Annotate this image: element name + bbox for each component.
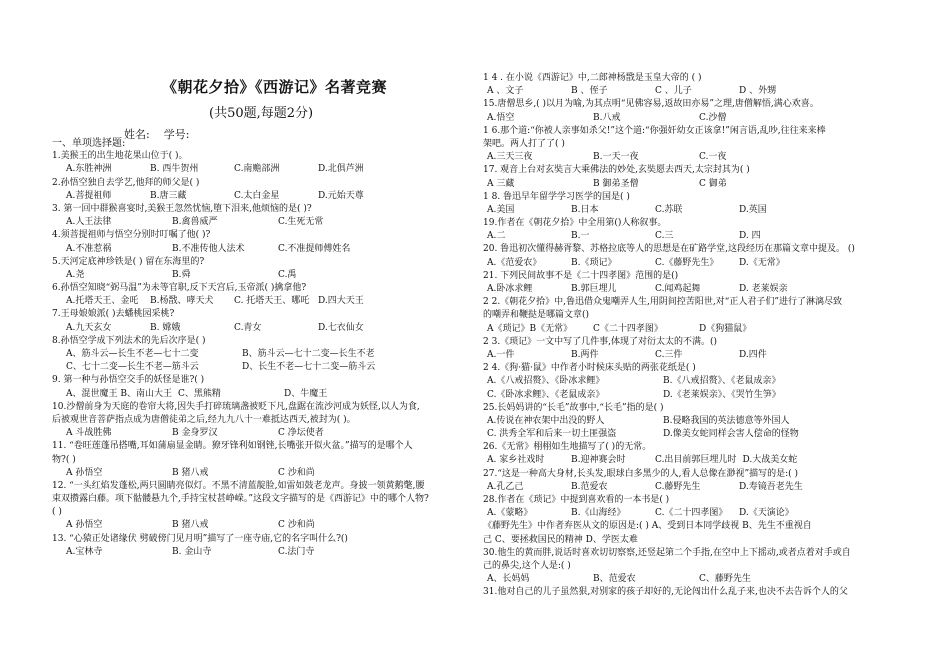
answer-option: C 沙和尚 (278, 520, 315, 531)
question-text: 20. 鲁迅初次懂得赫胥黎、苏格拉底等人的思想是在矿路学堂,这段经历在那篇文章中提及。 () (483, 244, 855, 255)
answer-option: D、牛魔王 (283, 388, 328, 399)
answer-option: C 、儿子 (655, 86, 692, 97)
answer-option: B.八戒 (593, 112, 621, 123)
answer-option: A.菩提祖师 (66, 190, 112, 201)
left-question-list (52, 137, 470, 559)
id-label: 学号: (163, 128, 190, 141)
right-column (483, 0, 898, 672)
answer-option: B 、侄子 (571, 86, 608, 97)
answer-option: D.大战美女蛇 (742, 455, 798, 466)
answer-option: C 沙和尚 (278, 467, 315, 478)
question-text: 9. 第一种与孙悟空交手的妖怪是谁?( ) (52, 375, 205, 386)
answer-option: D.像美女蛇同样会害人偿命的怪物 (663, 429, 799, 440)
answer-options (483, 85, 898, 98)
answer-option: D.《无常》 (739, 257, 785, 268)
answer-option: C.《二十四孝图》 (655, 508, 728, 519)
answer-option: C、黑熊精 (177, 388, 221, 399)
answer-option: A.一件 (487, 349, 515, 360)
answer-options (52, 269, 470, 282)
answer-option: A.悟空 (487, 112, 515, 123)
answer-option: A《琐记》B《无常》 (487, 323, 573, 334)
answer-options (52, 427, 470, 440)
question-text: 13. “心猿正处诸缘伏 劈破傍门见月明”描写了一座寺庙,它的名字叫什么?() (52, 533, 348, 544)
question-text: 2.孙悟空独自去学艺,他拜的师父是( ) (52, 177, 200, 188)
answer-options (483, 573, 898, 586)
answer-option: A.《范爱农》 (487, 257, 542, 268)
name-label: 姓名: (124, 128, 150, 141)
page-subtitle: (共50题,每题2分) (209, 106, 314, 121)
question-text: 1 8. 鲁迅早年留学学习医学的国是( ) (483, 191, 630, 202)
page-title: 《朝花夕拾》《西游记》名著竞赛 (162, 78, 388, 96)
answer-options (483, 375, 898, 388)
answer-option: A.二 (487, 231, 506, 242)
answer-options (52, 388, 470, 401)
answer-options (483, 415, 898, 428)
answer-options (483, 454, 898, 467)
answer-option: C.不准提师傅姓名 (278, 243, 351, 254)
question-text: 3. 第一回中群猴喜宴时,美猴王忽然忧恼,堕下泪来,他烦恼的是( )? (52, 203, 312, 214)
answer-options (483, 204, 898, 217)
answer-option: C.闻鸡起舞 (655, 284, 701, 294)
answer-option: B.禽兽威严 (172, 217, 218, 228)
answer-option: A.卧冰求鲤 (487, 284, 533, 294)
answer-option: B 金身罗汉 (172, 428, 218, 439)
answer-option: D 、外甥 (739, 86, 777, 97)
answer-options (483, 230, 898, 243)
answer-option: B、筋斗云—七十二变—长生不老 (242, 349, 375, 359)
answer-option: B. 嫦娥 (150, 322, 181, 333)
left-column (52, 0, 470, 672)
answer-option: A. 家乡社戏时 (487, 455, 545, 466)
question-text: ( ) (52, 507, 62, 518)
question-text: 4.须菩提祖师与悟空分别时叮嘱了他( )? (52, 230, 211, 241)
answer-options (52, 519, 470, 532)
question-text: 的嘲弄和鞭挞是哪篇文章() (483, 310, 590, 321)
answer-option: D.《天演论》 (739, 508, 794, 519)
answer-option: B.杨戬、哮天犬 (150, 296, 214, 307)
question-text: 2 3.《琐记》一文中写了几件事,体现了对衍太太的不满。() (483, 336, 718, 347)
answer-options (52, 361, 470, 374)
question-text: 后被观世音菩萨指点成为唐僧徒弟之后,经九九八十一难抵达西天,被封为( )。 (52, 414, 356, 425)
answer-option: B.舜 (172, 269, 191, 280)
answer-option: C.《卧冰求鲤》、《老鼠成亲》 (487, 389, 605, 400)
answer-option: B.侵略我国的英法德意等外国人 (663, 415, 790, 426)
answer-option: B.范爱农 (571, 481, 608, 492)
answer-option: A.不准惹祸 (66, 243, 112, 254)
answer-options (483, 323, 898, 336)
answer-option: A 三藏 (487, 178, 515, 189)
question-text: 30.他生的黄而胖,说话时喜欢切切察察,还竖起第二个手指,在空中上下摇动,或者点着对手或自 (483, 547, 851, 558)
answer-option: C.《藤野先生》 (655, 257, 719, 268)
question-text: 物?( ) (52, 454, 76, 465)
answer-option: A 斗战胜佛 (66, 428, 112, 439)
answer-option: B. 西牛贺州 (150, 164, 199, 175)
answer-option: B.不准传他人法术 (172, 243, 245, 254)
answer-options (52, 295, 470, 308)
question-text: 己的鼻尖,这个人是:( ) (483, 560, 571, 571)
answer-option: C.一夜 (699, 152, 727, 163)
answer-option: A、长妈妈 (487, 574, 530, 585)
answer-option: A 孙悟空 (66, 520, 103, 531)
answer-option: B.郭巨埋儿 (571, 284, 617, 294)
answer-option: C.太白金星 (234, 190, 280, 201)
answer-option: D《狗猫鼠》 (699, 323, 752, 334)
answer-option: C.南赡部洲 (234, 164, 280, 175)
question-text: 2 4.《狗·猫·鼠》中作者小时候床头贴的两张花纸是( ) (483, 363, 696, 374)
answer-option: B 御弟圣僧 (593, 178, 639, 189)
answer-option: D. 老莱娱亲 (739, 284, 788, 294)
answer-option: A.尧 (66, 269, 85, 280)
answer-option: B、范爱农 (593, 574, 636, 585)
answer-option: D.四大天王 (318, 296, 364, 307)
question-text: 26.《无常》栩栩如生地描写了( )的无常。 (483, 442, 652, 453)
answer-option: B.迎神赛会时 (571, 455, 626, 466)
question-text: 31.他对自己的儿子虽然狠,对别家的孩子却好的,无论闯出什么乱子来,也决不去告诉个人的父 (483, 587, 848, 598)
answer-option: A.三天三夜 (487, 152, 533, 163)
answer-option: C 御弟 (699, 178, 727, 189)
answer-option: B.日本 (571, 204, 599, 215)
answer-option: A.孔乙己 (487, 481, 524, 492)
answer-options (52, 243, 470, 256)
answer-option: A.《蒙略》 (487, 508, 533, 519)
answer-option: B.一天一夜 (593, 152, 639, 163)
answer-option: B.两件 (571, 349, 599, 360)
answer-option: C.青女 (234, 322, 262, 333)
question-text: 25.长妈妈讲的“长毛”故事中,“长毛”指的是( ) (483, 402, 664, 413)
answer-option: D.寿镜吾老先生 (739, 481, 803, 492)
answer-option: A、混世魔王 B、南山大王 (66, 388, 172, 399)
answer-option: B 猪八戒 (172, 520, 209, 531)
answer-option: A.九天玄女 (66, 322, 112, 333)
answer-option: A.托塔天王、金吒 (66, 296, 139, 307)
answer-options (52, 163, 470, 176)
answer-option: C.藤野先生 (655, 481, 701, 492)
answer-option: D. 四 (739, 231, 761, 242)
answer-option: C《二十四孝图》 (593, 323, 663, 334)
answer-option: C.法门寺 (278, 546, 315, 557)
question-text: 8.孙悟空学成下列法术的先后次序是( ) (52, 335, 206, 346)
answer-option: C.禹 (278, 269, 297, 280)
question-text: 10.沙僧前身为天庭的卷帘大将,因失手打碎琉璃盏被贬下凡,盘踞在流沙河成为妖怪,以人为食, (52, 401, 420, 412)
question-text: 1 4 . 在小说《西游记》中,二郎神杨戬是玉皇大帝的 ( ) (483, 73, 702, 83)
answer-option: B.《山海经》 (571, 508, 626, 519)
question-text: 7.王母娘娘派( )去蟠桃园采桃? (52, 309, 175, 320)
question-text: 19.作者在《朝花夕拾》中全用第()人称叙事。 (483, 218, 667, 229)
question-text: 17. 观音上台对玄奘言大乘佛法的妙处,玄奘愿去西天,太宗封其为( ) (483, 165, 750, 176)
answer-options (483, 178, 898, 191)
answer-option: A.《八戒招赘》、《卧冰求鲤》 (487, 376, 605, 387)
answer-option: A.美国 (487, 204, 515, 215)
question-text: 11. “卷旺莲蓬吊搭嘴,耳如蒲扇显金睛。獠牙锋利如钢锉,长嘴张开似火盆。”描写的是哪个人 (52, 441, 413, 452)
answer-option: D.四件 (739, 349, 767, 360)
answer-option: D、长生不老—七十二变—筋斗云 (242, 362, 376, 373)
answer-option: D.北俱芦洲 (318, 164, 364, 175)
question-text: 5.天河定底神珍铁是( ) 留在东海里的? (52, 256, 205, 267)
answer-options (483, 507, 898, 520)
answer-option: B.《琐记》 (571, 257, 617, 268)
answer-option: C.出目前郭巨埋儿时 (655, 455, 737, 466)
answer-options (483, 481, 898, 494)
answer-option: C.苏联 (655, 204, 683, 215)
answer-option: D.《老莱娱亲》、《哭竹生笋》 (663, 389, 781, 400)
answer-options (52, 546, 470, 559)
question-text: 21. 下列民间故事不是《二十四孝图》范围的是() (483, 270, 679, 281)
answer-option: A、筋斗云—长生不老—七十二变 (66, 349, 199, 359)
answer-options (52, 190, 470, 203)
answer-options (483, 112, 898, 125)
answer-option: D.元始天尊 (318, 190, 364, 201)
question-text: 1 6.那个道:“你被人亲事如杀父!”这个道:“你强奸幼女正该拿!”闲言语,乱吵,往往来来棒 (483, 125, 826, 136)
answer-options (483, 151, 898, 164)
answer-option: A 、文子 (487, 86, 524, 97)
answer-option: C.沙僧 (699, 112, 727, 123)
question-text: 2 2.《朝花夕拾》中,鲁迅借众鬼嘲弄人生,用阴间控苦阳世,对“正人君子们”进行了淋漓尽致 (483, 297, 842, 308)
answer-option: C. 托塔天王、哪吒 (234, 296, 310, 307)
question-text: 架吧。两人打了了( ) (483, 138, 565, 149)
answer-options (483, 349, 898, 362)
answer-option: C.三 (655, 231, 674, 242)
answer-option: B.一 (571, 231, 590, 242)
answer-option: A.传说在神农架中出没的野人 (487, 415, 605, 426)
answer-option: A 孙悟空 (66, 467, 103, 478)
right-question-list (483, 72, 898, 600)
question-text: 1.美猴王的出生地花果山位于( )。 (52, 151, 188, 162)
answer-option: C 净坛使者 (278, 428, 324, 439)
answer-option: C. 洪秀全军和后来一切土匪强盗 (487, 429, 617, 440)
question-text: 12. “一头红焰发蓬松,两只圆睛亮似灯。不黑不清蓝靛脸,如雷如鼓老龙声。身披一领黄鹅氅,腰 (52, 480, 425, 491)
answer-option: C、七十二变—长生不老—筋斗云 (66, 362, 199, 373)
question-text: 《藤野先生》中作者弃医从文的原因是:( ) A、受到日本同学歧视 B、先生不重视自 (483, 521, 812, 532)
question-text: 15.唐僧思乡,( )以月为喻,为其点明“见佛容易,返故田亦易”之理,唐僧解悟,满心欢喜。 (483, 99, 819, 110)
question-text: 27.“这是一种高大身材,长头发,眼球白多黑少的人,看人总像在渺视”描写的是:( ) (483, 468, 799, 479)
answer-options (483, 283, 898, 296)
answer-option: C.生死无常 (278, 217, 324, 228)
answer-option: D.英国 (739, 204, 767, 215)
section-heading: 一、单项选择题: (52, 138, 126, 149)
answer-option: C、藤野先生 (699, 574, 751, 585)
answer-option: D.七衣仙女 (318, 322, 364, 333)
answer-options (483, 389, 898, 402)
question-text: 束双攒露白藤。项下骷髅悬九个,手持宝杖甚峥嵘。”这段文字描写的是《西游记》中的哪个人物? (52, 494, 429, 505)
answer-option: B.《八戒招赘》、《老鼠成亲》 (663, 376, 781, 387)
answer-options (52, 348, 470, 361)
answer-options (483, 428, 898, 441)
answer-options (52, 322, 470, 335)
answer-option: A.人王法律 (66, 217, 112, 228)
answer-options (52, 216, 470, 229)
answer-option: A.宝林寺 (66, 546, 103, 557)
question-text: 28.作者在《琐记》中提到喜欢看的一本书是( ) (483, 495, 670, 505)
answer-option: B 猪八戒 (172, 467, 209, 478)
answer-option: C.三件 (655, 349, 683, 360)
answer-option: B. 金山寺 (172, 546, 212, 557)
question-text: 6.孙悟空知晓“弼马温”为未等官职,反下天宫后,玉帝派( )擒拿他? (52, 283, 307, 294)
answer-options (52, 467, 470, 480)
question-text: 己 C、要拯救国民的精神 D、学医太难 (483, 534, 638, 545)
answer-option: B.唐三藏 (150, 190, 187, 201)
answer-options (483, 257, 898, 270)
answer-option: A.东胜神洲 (66, 164, 112, 175)
